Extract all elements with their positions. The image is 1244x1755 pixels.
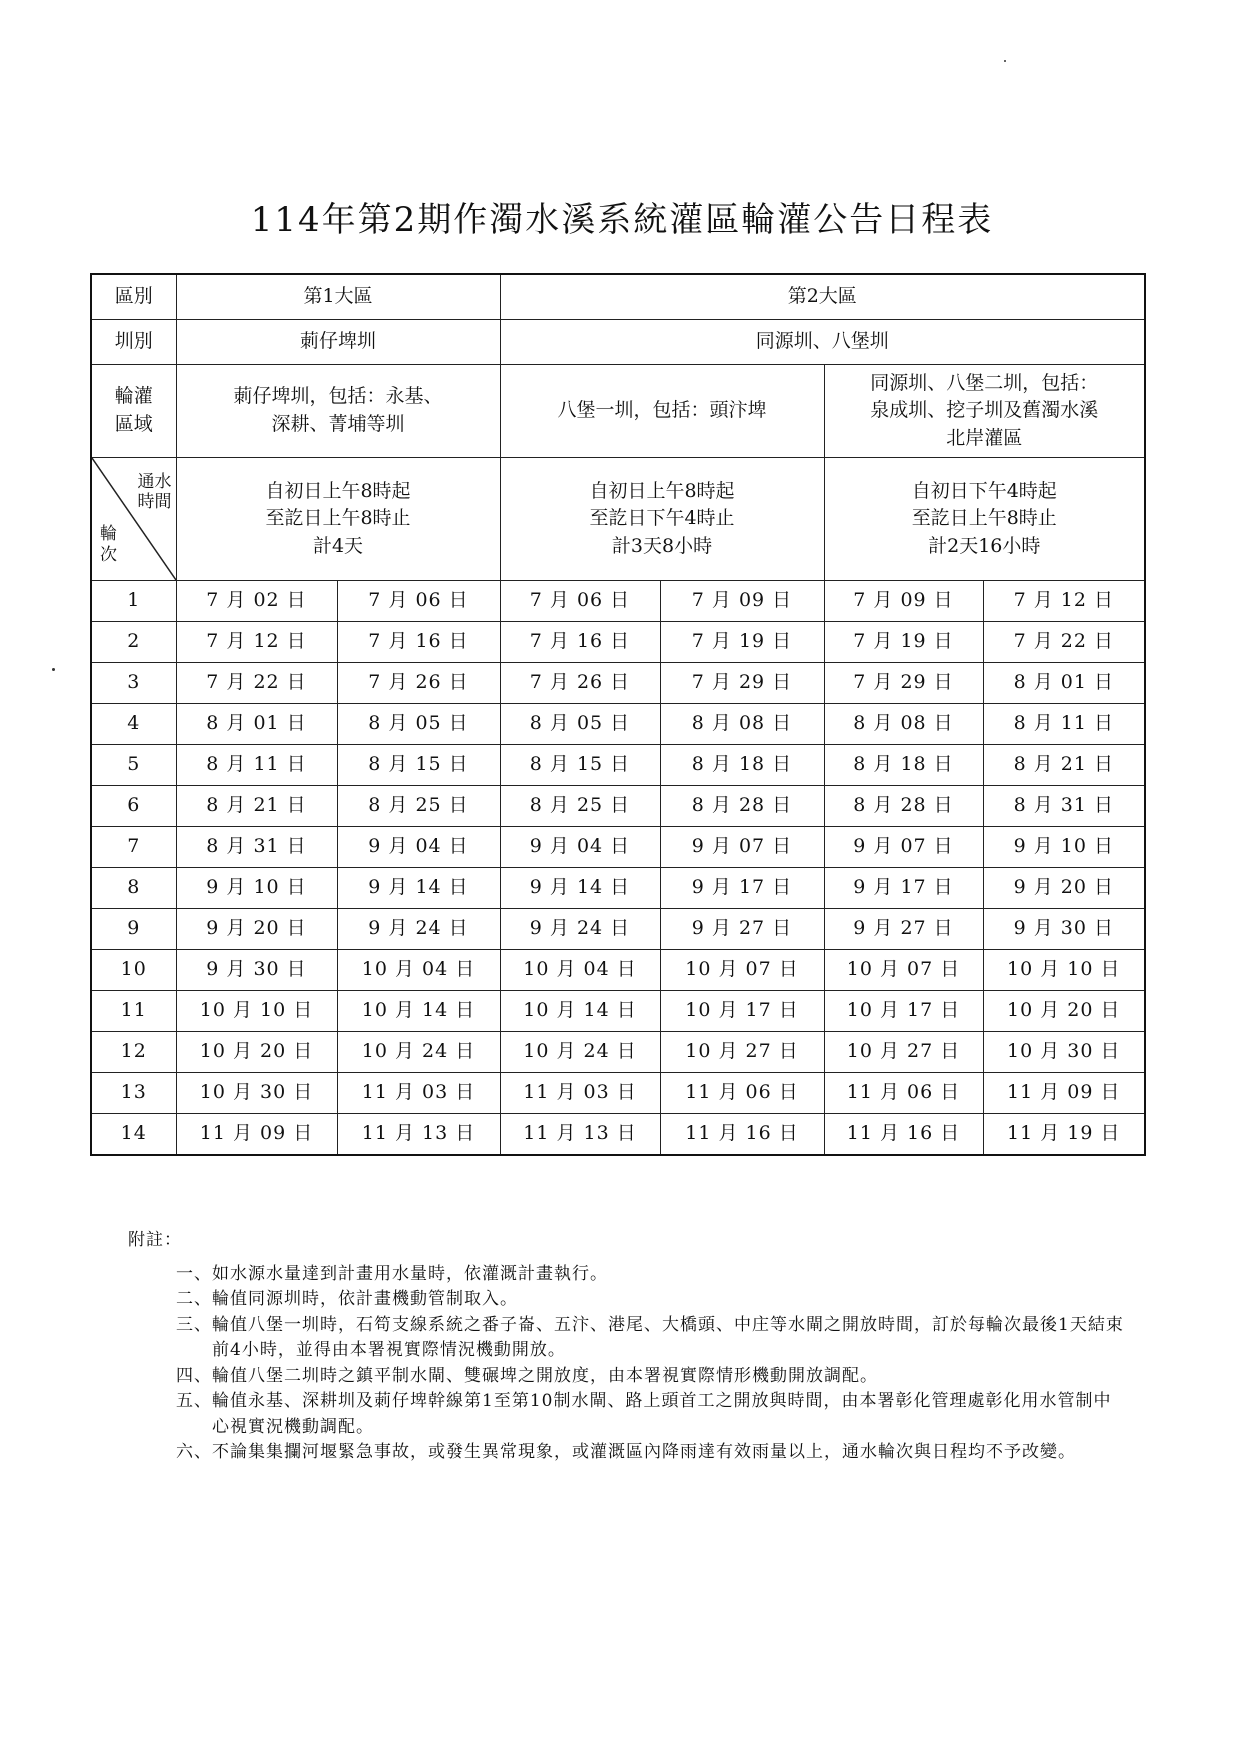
date-cell: 7 月 19 日 [660, 622, 824, 663]
canal-1: 莿仔埤圳 [176, 320, 500, 365]
date-cell: 9 月 24 日 [337, 909, 500, 950]
date-cell: 9 月 17 日 [660, 868, 824, 909]
date-cell: 8 月 25 日 [337, 786, 500, 827]
table-row [91, 581, 1145, 622]
table-row [91, 827, 1145, 868]
date-cell: 9 月 20 日 [176, 909, 337, 950]
date-cell: 8 月 28 日 [660, 786, 824, 827]
date-cell: 7 月 16 日 [337, 622, 500, 663]
time-1: 自初日上午8時起 至訖日上午8時止 計4天 [176, 458, 500, 581]
area-1: 莿仔埤圳，包括：永基、 深耕、菁埔等圳 [176, 365, 500, 458]
round-number: 10 [91, 950, 176, 991]
date-cell: 8 月 15 日 [337, 745, 500, 786]
date-cell: 11 月 06 日 [660, 1073, 824, 1114]
round-number: 11 [91, 991, 176, 1032]
diag-top-label: 通水 時間 [137, 472, 172, 513]
date-cell: 9 月 17 日 [824, 868, 983, 909]
canal-row [91, 320, 1145, 365]
date-cell: 9 月 04 日 [500, 827, 660, 868]
date-cell: 10 月 30 日 [983, 1032, 1145, 1073]
date-cell: 7 月 16 日 [500, 622, 660, 663]
date-cell: 8 月 28 日 [824, 786, 983, 827]
region-label: 區別 [91, 274, 176, 320]
canal-label: 圳別 [91, 320, 176, 365]
date-cell: 11 月 16 日 [660, 1114, 824, 1156]
date-cell: 7 月 19 日 [824, 622, 983, 663]
date-cell: 10 月 24 日 [337, 1032, 500, 1073]
date-cell: 9 月 14 日 [500, 868, 660, 909]
note-item [128, 1364, 1128, 1390]
region-1: 第1大區 [176, 274, 500, 320]
date-cell: 8 月 31 日 [983, 786, 1145, 827]
scan-speck [52, 668, 55, 671]
date-cell: 8 月 05 日 [500, 704, 660, 745]
date-cell: 9 月 24 日 [500, 909, 660, 950]
note-text: 輪值同源圳時，依計畫機動管制取入。 [212, 1289, 518, 1309]
date-cell: 11 月 19 日 [983, 1114, 1145, 1156]
date-cell: 8 月 21 日 [983, 745, 1145, 786]
date-cell: 10 月 07 日 [824, 950, 983, 991]
date-cell: 11 月 16 日 [824, 1114, 983, 1156]
notes-list [128, 1262, 1128, 1466]
schedule-table [90, 273, 1146, 1156]
note-number: 五、 [176, 1391, 212, 1411]
area-row [91, 365, 1145, 458]
note-item [128, 1440, 1128, 1466]
date-cell: 10 月 07 日 [660, 950, 824, 991]
table-row [91, 868, 1145, 909]
date-cell: 8 月 01 日 [983, 663, 1145, 704]
date-cell: 10 月 17 日 [660, 991, 824, 1032]
table-row [91, 1032, 1145, 1073]
date-cell: 8 月 11 日 [983, 704, 1145, 745]
date-cell: 7 月 09 日 [660, 581, 824, 622]
round-number: 7 [91, 827, 176, 868]
table-row [91, 745, 1145, 786]
date-cell: 7 月 29 日 [824, 663, 983, 704]
date-cell: 7 月 12 日 [983, 581, 1145, 622]
note-text: 輪值永基、深耕圳及莿仔埤幹線第1至第10制水閘、路上頭首工之開放與時間，由本署彰化管理處彰化用水管制中心視實況機動調配。 [212, 1391, 1112, 1437]
round-number: 13 [91, 1073, 176, 1114]
date-cell: 10 月 04 日 [337, 950, 500, 991]
time-2: 自初日上午8時起 至訖日下午4時止 計3天8小時 [500, 458, 824, 581]
round-number: 14 [91, 1114, 176, 1156]
date-cell: 8 月 18 日 [824, 745, 983, 786]
date-cell: 10 月 20 日 [176, 1032, 337, 1073]
note-text: 輪值八堡二圳時之鎮平制水閘、雙碾埤之開放度，由本署視實際情形機動開放調配。 [212, 1365, 878, 1386]
date-cell: 8 月 18 日 [660, 745, 824, 786]
area-label: 輪灌 區域 [91, 365, 176, 458]
date-cell: 10 月 30 日 [176, 1073, 337, 1114]
canal-2: 同源圳、八堡圳 [500, 320, 1145, 365]
date-cell: 9 月 30 日 [983, 909, 1145, 950]
date-cell: 10 月 14 日 [500, 991, 660, 1032]
date-cell: 9 月 20 日 [983, 868, 1145, 909]
date-cell: 11 月 09 日 [983, 1073, 1145, 1114]
date-cell: 11 月 13 日 [337, 1114, 500, 1156]
date-cell: 9 月 27 日 [824, 909, 983, 950]
note-text: 如水源水量達到計畫用水量時，依灌溉計畫執行。 [212, 1263, 608, 1284]
notes-heading: 附註： [128, 1230, 182, 1250]
note-text: 不論集集攔河堰緊急事故，或發生異常現象，或灌溉區內降雨達有效雨量以上，通水輪次與日程均不予改變。 [212, 1442, 1076, 1462]
round-number: 4 [91, 704, 176, 745]
date-cell: 11 月 13 日 [500, 1114, 660, 1156]
table-row [91, 950, 1145, 991]
date-cell: 8 月 01 日 [176, 704, 337, 745]
round-number: 3 [91, 663, 176, 704]
note-text: 輪值八堡一圳時，石笱支線系統之番子崙、五汴、港尾、大橋頭、中庄等水閘之開放時間，訂於每輪次最後1天結束前4小時，並得由本署視實際情況機動開放。 [212, 1314, 1124, 1360]
date-cell: 11 月 03 日 [337, 1073, 500, 1114]
page-title: 114年第2期作濁水溪系統灌區輪灌公告日程表 [250, 200, 994, 240]
date-cell: 8 月 11 日 [176, 745, 337, 786]
date-cell: 10 月 27 日 [824, 1032, 983, 1073]
date-cell: 10 月 10 日 [983, 950, 1145, 991]
date-cell: 7 月 26 日 [337, 663, 500, 704]
date-cell: 7 月 29 日 [660, 663, 824, 704]
date-cell: 9 月 14 日 [337, 868, 500, 909]
table-row [91, 663, 1145, 704]
date-cell: 9 月 27 日 [660, 909, 824, 950]
diagonal-header-cell [91, 458, 176, 581]
time-3: 自初日下午4時起 至訖日上午8時止 計2天16小時 [824, 458, 1145, 581]
round-number: 8 [91, 868, 176, 909]
table-row [91, 1073, 1145, 1114]
date-cell: 9 月 07 日 [660, 827, 824, 868]
table-row [91, 786, 1145, 827]
date-cell: 10 月 27 日 [660, 1032, 824, 1073]
date-cell: 10 月 24 日 [500, 1032, 660, 1073]
date-cell: 7 月 06 日 [500, 581, 660, 622]
date-cell: 7 月 02 日 [176, 581, 337, 622]
date-cell: 8 月 08 日 [660, 704, 824, 745]
date-cell: 9 月 10 日 [983, 827, 1145, 868]
table-row [91, 909, 1145, 950]
round-number: 2 [91, 622, 176, 663]
round-number: 1 [91, 581, 176, 622]
area-3: 同源圳、八堡二圳，包括： 泉成圳、挖子圳及舊濁水溪 北岸灌區 [824, 365, 1145, 458]
date-cell: 11 月 09 日 [176, 1114, 337, 1156]
note-number: 三、 [176, 1314, 212, 1335]
date-cell: 7 月 22 日 [176, 663, 337, 704]
table-row [91, 1114, 1145, 1156]
round-number: 9 [91, 909, 176, 950]
diag-bottom-label: 輪 次 [100, 523, 117, 565]
date-cell: 8 月 15 日 [500, 745, 660, 786]
date-cell: 9 月 04 日 [337, 827, 500, 868]
note-item [128, 1287, 1128, 1313]
date-cell: 7 月 12 日 [176, 622, 337, 663]
date-cell: 10 月 14 日 [337, 991, 500, 1032]
date-cell: 10 月 20 日 [983, 991, 1145, 1032]
round-number: 12 [91, 1032, 176, 1073]
date-cell: 8 月 08 日 [824, 704, 983, 745]
date-cell: 8 月 05 日 [337, 704, 500, 745]
region-2: 第2大區 [500, 274, 1145, 320]
note-number: 四、 [176, 1365, 212, 1386]
date-cell: 8 月 21 日 [176, 786, 337, 827]
date-cell: 11 月 03 日 [500, 1073, 660, 1114]
date-cell: 10 月 04 日 [500, 950, 660, 991]
note-item [128, 1313, 1128, 1364]
time-row [91, 458, 1145, 581]
date-cell: 10 月 10 日 [176, 991, 337, 1032]
note-number: 六、 [176, 1442, 212, 1462]
region-row [91, 274, 1145, 320]
area-2: 八堡一圳，包括：頭汴埤 [500, 365, 824, 458]
scan-speck [1004, 60, 1006, 62]
table-row [91, 991, 1145, 1032]
date-cell: 8 月 25 日 [500, 786, 660, 827]
date-cell: 9 月 10 日 [176, 868, 337, 909]
round-number: 6 [91, 786, 176, 827]
date-cell: 7 月 26 日 [500, 663, 660, 704]
notes-section [128, 1228, 1128, 1466]
note-number: 二、 [176, 1289, 212, 1309]
date-cell: 10 月 17 日 [824, 991, 983, 1032]
date-cell: 7 月 06 日 [337, 581, 500, 622]
date-cell: 9 月 30 日 [176, 950, 337, 991]
note-item [128, 1389, 1128, 1440]
round-number: 5 [91, 745, 176, 786]
date-cell: 9 月 07 日 [824, 827, 983, 868]
note-number: 一、 [176, 1263, 212, 1284]
date-cell: 8 月 31 日 [176, 827, 337, 868]
table-row [91, 622, 1145, 663]
table-row [91, 704, 1145, 745]
date-cell: 7 月 22 日 [983, 622, 1145, 663]
date-cell: 11 月 06 日 [824, 1073, 983, 1114]
note-item [128, 1262, 1128, 1288]
date-cell: 7 月 09 日 [824, 581, 983, 622]
